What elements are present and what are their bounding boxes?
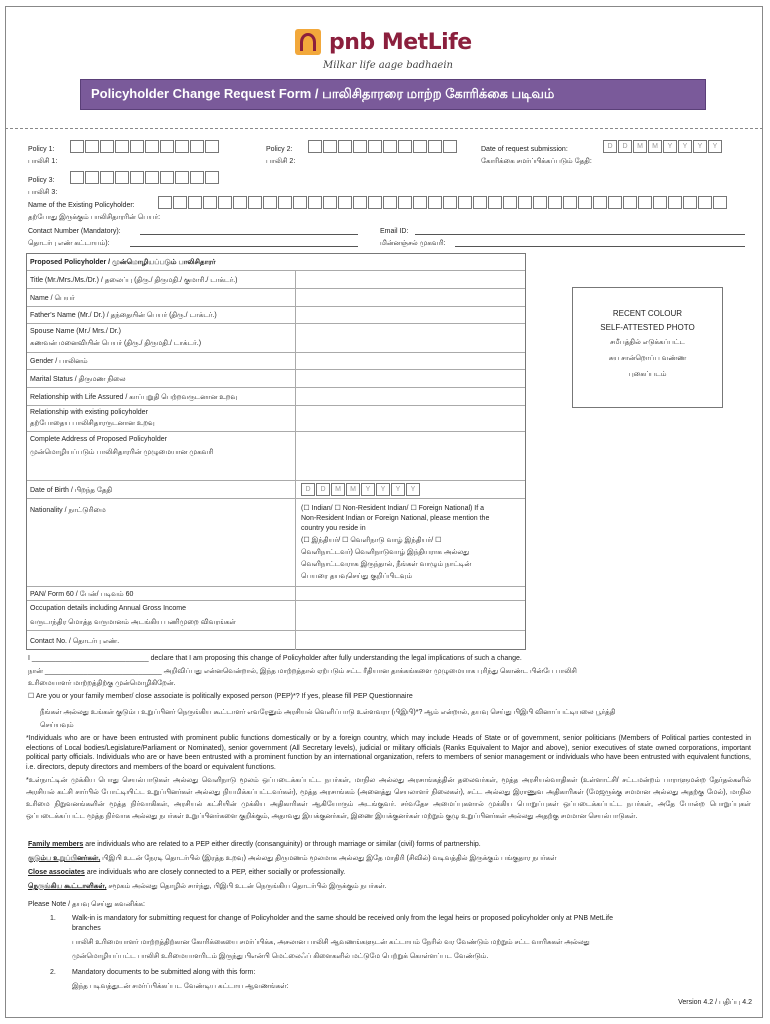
close-def — [28, 868, 345, 877]
photo-box[interactable] — [572, 287, 723, 408]
family-def — [28, 840, 481, 849]
close-text: are individuals who are closely connected to a PEP, either socially or professionally. — [84, 869, 346, 876]
item2-number: 2. — [50, 969, 56, 976]
nationality-option-2: Non-Resident Indian or Foreign National, please mention the — [301, 515, 490, 522]
title-label: Title (Mr./Mrs./Ms./Dr.) / தலைப்பு (திரு./ திருமதி./ குமாரி./ டாக்டர்.) — [30, 277, 238, 284]
email-input[interactable] — [415, 234, 745, 235]
item1-number: 1. — [50, 915, 56, 922]
email-label-ta: மின்னஞ்சல் முகவரி: — [380, 240, 446, 247]
nationality-option-ta-2: வெளிநாட்டவர்) வெளிநாடுவாழ் இந்தியராக அல்லது — [301, 549, 470, 556]
policy1-label-ta: பாலிசி 1: — [28, 158, 58, 165]
marital-label: Marital Status / திருமண நிலை — [30, 376, 126, 383]
pep-question-ta-2: செய்யவும் — [40, 722, 74, 729]
item1-text-ta-2: முன்மொழியப்பட்ட பாலிசி உரிமையாளரிடம் இருந்து பிஎன்பி மெட்லைஃப் கிளைகளில் மட்டுமே பெற்றுக் கொள்ளப்பட வேண்டும். — [72, 953, 489, 960]
nationality-option-ta-4: பெயரை தயவுசெய்து குறிப்பிடவும் — [301, 573, 413, 580]
policy3-label-ta: பாலிசி 3: — [28, 189, 58, 196]
family-text-ta: பிஇபி உடன் நேரடி தொடர்பில் (இரத்த உறவு) அல்லது திருமணம் மூலமாக அல்லது இதே மாதிரி (சிவில்) வடிவத்தில் இருக்கும் பங்குதார நபர்கள் — [100, 855, 557, 862]
email-input-ta[interactable] — [455, 246, 745, 247]
father-name-label: Father's Name (Mr./ Dr.) / தந்தையின் பெயர் (திரு./ டாக்டர்.) — [30, 312, 217, 319]
close-term: Close associates — [28, 869, 85, 876]
item1-text: Walk-in is mandatory for submitting request for change of Policyholder and the same should be received only from the legal heirs or proposed policyholder only at PNB MetLife — [72, 915, 613, 922]
policy1-label: Policy 1: — [28, 146, 55, 153]
occupation-label-ta: வருடாந்திர மொத்த வருமானம் அடங்கிய பணிமுறை விவரங்கள் — [30, 619, 236, 626]
proposed-policyholder-table — [26, 253, 526, 650]
pep-question[interactable]: ☐ Are you or your family member/ close associate is politically exposed person (PEP)*? If yes, please fill PEP Questionnaire — [28, 693, 413, 700]
photo-label-3: சமீபத்தில் எடுக்கப்பட்ட — [609, 339, 685, 346]
divider — [5, 128, 763, 129]
dob-label: Date of Birth / பிறந்த தேதி — [30, 487, 113, 494]
item2-text: Mandatory documents to be submitted along with this form: — [72, 969, 256, 976]
nationality-option-3: country you reside in — [301, 525, 366, 532]
date-sub-label-ta: கோரிக்கை சமர்ப்பிக்கப்படும் தேதி: — [481, 158, 592, 165]
address-label: Complete Address of Proposed Policyholder — [30, 436, 167, 443]
contact-no-label: Contact No. / தொடர்பு எண். — [30, 638, 120, 645]
relation-existing-label-ta: தற்போதைய பாலிசிதாரருடனான உறவு — [30, 420, 155, 427]
family-text: are individuals who are related to a PEP either directly (consanguinity) or through marriage or similar (civil) forms of partnership. — [83, 841, 481, 848]
logo-icon — [295, 27, 323, 57]
family-term-ta: குடும்ப உறுப்பினர்கள், — [28, 855, 101, 862]
nationality-option-ta-1[interactable]: (☐ இந்தியர்/ ☐ வெளிநாடு வாழ் இந்தியர்/ ☐ — [301, 537, 442, 544]
policy1-input[interactable] — [70, 140, 220, 153]
close-def-ta — [28, 882, 387, 891]
relation-la-label: Relationship with Life Assured / காப்புறுதி பெற்றவருடனான உறவு — [30, 394, 238, 401]
policy3-input[interactable] — [70, 171, 220, 184]
declaration-en: I ______________________________ declare that I am proposing this change of Policyholder after fully understanding the legal implications of such a change. — [28, 655, 522, 662]
policy3-label: Policy 3: — [28, 177, 55, 184]
pep-definition-ta: *உள்நாட்டின் முக்கிய பொது செயல்பாடுகள் அல்லது வெளிநாடு மூலம் ஒப்படைக்கப்பட்ட நபர்கள், மாநில அல்லது அரசாங்கத்தின் தலைவர்கள், மூத்த அரசியல்வாதிகள் (உள்ளாட்சி/ சட்டமன்றம் பாராளுமன்ற தேர்தல்களில் அரசியல் கட்சி சார்பில் போட்டியிட்ட உறுப்பினர்கள் அல்லது நியமிக்கப்பட்டவர்கள்), மூத்த அரசாங்கம் (அனைத்து செயலாளர் நிலைகள்), சட்ட அல்லது இராணுவ அதிகாரிகள் (மேஜருக்கு சமமான அல்லது அதற்கு மேல்), மாநில உரிமை நிறுவனங்களின் மூத்த நிர்வாகிகள், அரசியல் கட்சியின் முக்கிய அதிகாரிகள் ஆகியோரும் அடங்குவர். சர்வதேச அமைப்புகளால் முக்கிய பொறுப்புகள் ஒப்படைக்கப்பட்ட நபர்கள், அதே போன்ற பொறுப்புகள் ஒப்படைக்கப்பட்ட மூத்த நிர்வாக அல்லது நபர்கள் உறுப்பினர்களை குறிக்கும், அதாவது இயக்குனர்கள், இணை இயக்குனர்கள் மற்றும் குழு உறுப்பினர்கள் அல்லது அதற்கு சமமான செயல்பாடுகள். — [26, 777, 751, 820]
occupation-label: Occupation details including Annual Gross Income — [30, 605, 187, 612]
dob-input[interactable]: D D M M Y Y Y Y — [301, 483, 421, 496]
gender-label: Gender / பாலினம் — [30, 358, 88, 365]
nationality-option-1[interactable]: (☐ Indian/ ☐ Non-Resident Indian/ ☐ Foreign National) If a — [301, 505, 485, 512]
form-title: Policyholder Change Request Form / பாலிசிதாரரை மாற்ற கோரிக்கை படிவம் — [91, 86, 555, 101]
existing-label: Name of the Existing Policyholder: — [28, 202, 135, 209]
pep-question-ta: நீங்கள் அல்லது உங்கள் குடும்ப உறுப்பினர் நெருங்கிய கூட்டாளர் எவரேனும் அரசியல் வெளிப்பாடு உள்ளவரா (பிஇபி)*? ஆம் என்றால், தயவு செய்து பிஇபி வினாப்பட்டியலை பூர்த்தி — [40, 709, 616, 716]
tagline: Milkar life aage badhaein — [323, 60, 453, 71]
item1-text-2: branches — [72, 925, 101, 932]
table-header: Proposed Policyholder / முன்மொழியப்படும் பாலிசிதாரர் — [30, 259, 216, 266]
pep-definition-en: *Individuals who are or have been entrusted with prominent public functions domestically or by a foreign country, which may include Heads of State or of government, senior politicians (Members of Political parties contested in elections of Local bodies/Legislature/Parliament or Nominated), senior government (All Secretary levels), judicial or military officials (Ranks Equivalent to Major and above), senior executives of state owned corporations, important political party officials. Individuals who are or have been entrusted with a prominent function by an international organization, refers to members of senior management or individuals who have been entrusted with equivalent functions, i.e. directors, deputy directors and members of the board or equivalent functions. — [26, 735, 751, 771]
photo-label-4: சுய சான்றொப்ப வண்ண — [608, 355, 687, 362]
photo-label-1: RECENT COLOUR — [612, 309, 683, 318]
contact-input-ta[interactable] — [130, 246, 358, 247]
policy2-label-ta: பாலிசி 2: — [266, 158, 296, 165]
photo-label-5: புகைப்படம் — [628, 371, 667, 378]
date-sub-input[interactable]: D D M M Y Y Y Y — [603, 140, 723, 153]
declaration-ta-2: உரிமையாளர் மாற்றத்திற்கு முன்மொழிகிறேன். — [28, 680, 176, 687]
existing-label-ta: தற்போது இருக்கும் பாலிசிதாரரின் பெயர்: — [28, 214, 161, 221]
pan-label: PAN/ Form 60 / பேன்/ படிவம் 60 — [30, 591, 134, 598]
relation-existing-label: Relationship with existing policyholder — [30, 409, 148, 416]
contact-label: Contact Number (Mandatory): — [28, 228, 121, 235]
close-text-ta: சமூகம் அல்லது தொழில் சார்ந்து, பிஇபி உடன் நெருங்கிய தொடர்பில் இருக்கும் நபர்கள். — [106, 883, 387, 890]
please-note: Please Note / தயவு செய்து கவனிக்க: — [28, 901, 145, 908]
version-label: Version 4.2 / பதிப்பு 4.2 — [678, 999, 752, 1006]
existing-name-input[interactable] — [158, 196, 728, 209]
declaration-ta: நான் ______________________________ அறிவிப்பது என்னவென்றால், இந்த மாற்றத்தால் ஏற்படும் சட்ட ரீதியான தாக்கங்களை முழுமையாக புரிந்து கொண்ட பின்பே பாலிசி — [28, 668, 577, 675]
policy2-input[interactable] — [308, 140, 458, 153]
email-label: Email ID: — [380, 228, 409, 235]
nationality-label: Nationality / நாட்டுரிமை — [30, 507, 106, 514]
date-sub-label: Date of request submission: — [481, 146, 568, 153]
spouse-name-label: Spouse Name (Mr./ Mrs./ Dr.) — [30, 328, 122, 335]
policy2-label: Policy 2: — [266, 146, 293, 153]
item1-text-ta: பாலிசி உரிமையாளர் மாற்றத்திற்கான கோரிக்கையை சமர்ப்பிக்க, அசலான பாலிசி ஆவணங்களுடன் கட்டாயம் நேரில் வர வேண்டும் மற்றும் சட்ட வாரிசுகள் அல்லது — [72, 939, 590, 946]
pnb-metlife-logo — [295, 22, 485, 62]
close-term-ta: நெருங்கிய கூட்டாளிகள், — [28, 883, 107, 890]
family-def-ta — [28, 854, 556, 863]
address-label-ta: முன்மொழியப்படும் பாலிசிதாரரின் முழுமையான முகவரி — [30, 449, 214, 456]
contact-label-ta: தொடர்பு எண் கட்டாயம்): — [28, 240, 110, 247]
name-label: Name / பெயர் — [30, 295, 75, 302]
nationality-option-ta-3: வெளிநாட்டவராக இருந்தால், நீங்கள் வாழும் நாட்டின் — [301, 561, 472, 568]
item2-text-ta: இந்த படிவத்துடன் சமர்ப்பிக்கப்பட வேண்டிய கட்டாய ஆவணங்கள்: — [72, 983, 289, 990]
contact-input[interactable] — [140, 234, 358, 235]
form-title-bar — [80, 79, 706, 110]
brand-name: pnb MetLife — [329, 29, 472, 55]
family-term: Family members — [28, 841, 84, 848]
photo-label-2: SELF-ATTESTED PHOTO — [600, 323, 695, 332]
spouse-name-label-ta: கணவன் மனைவியின் பெயர் (திரு./ திருமதி./ டாக்டர்.) — [30, 340, 202, 347]
column-divider — [295, 270, 296, 650]
